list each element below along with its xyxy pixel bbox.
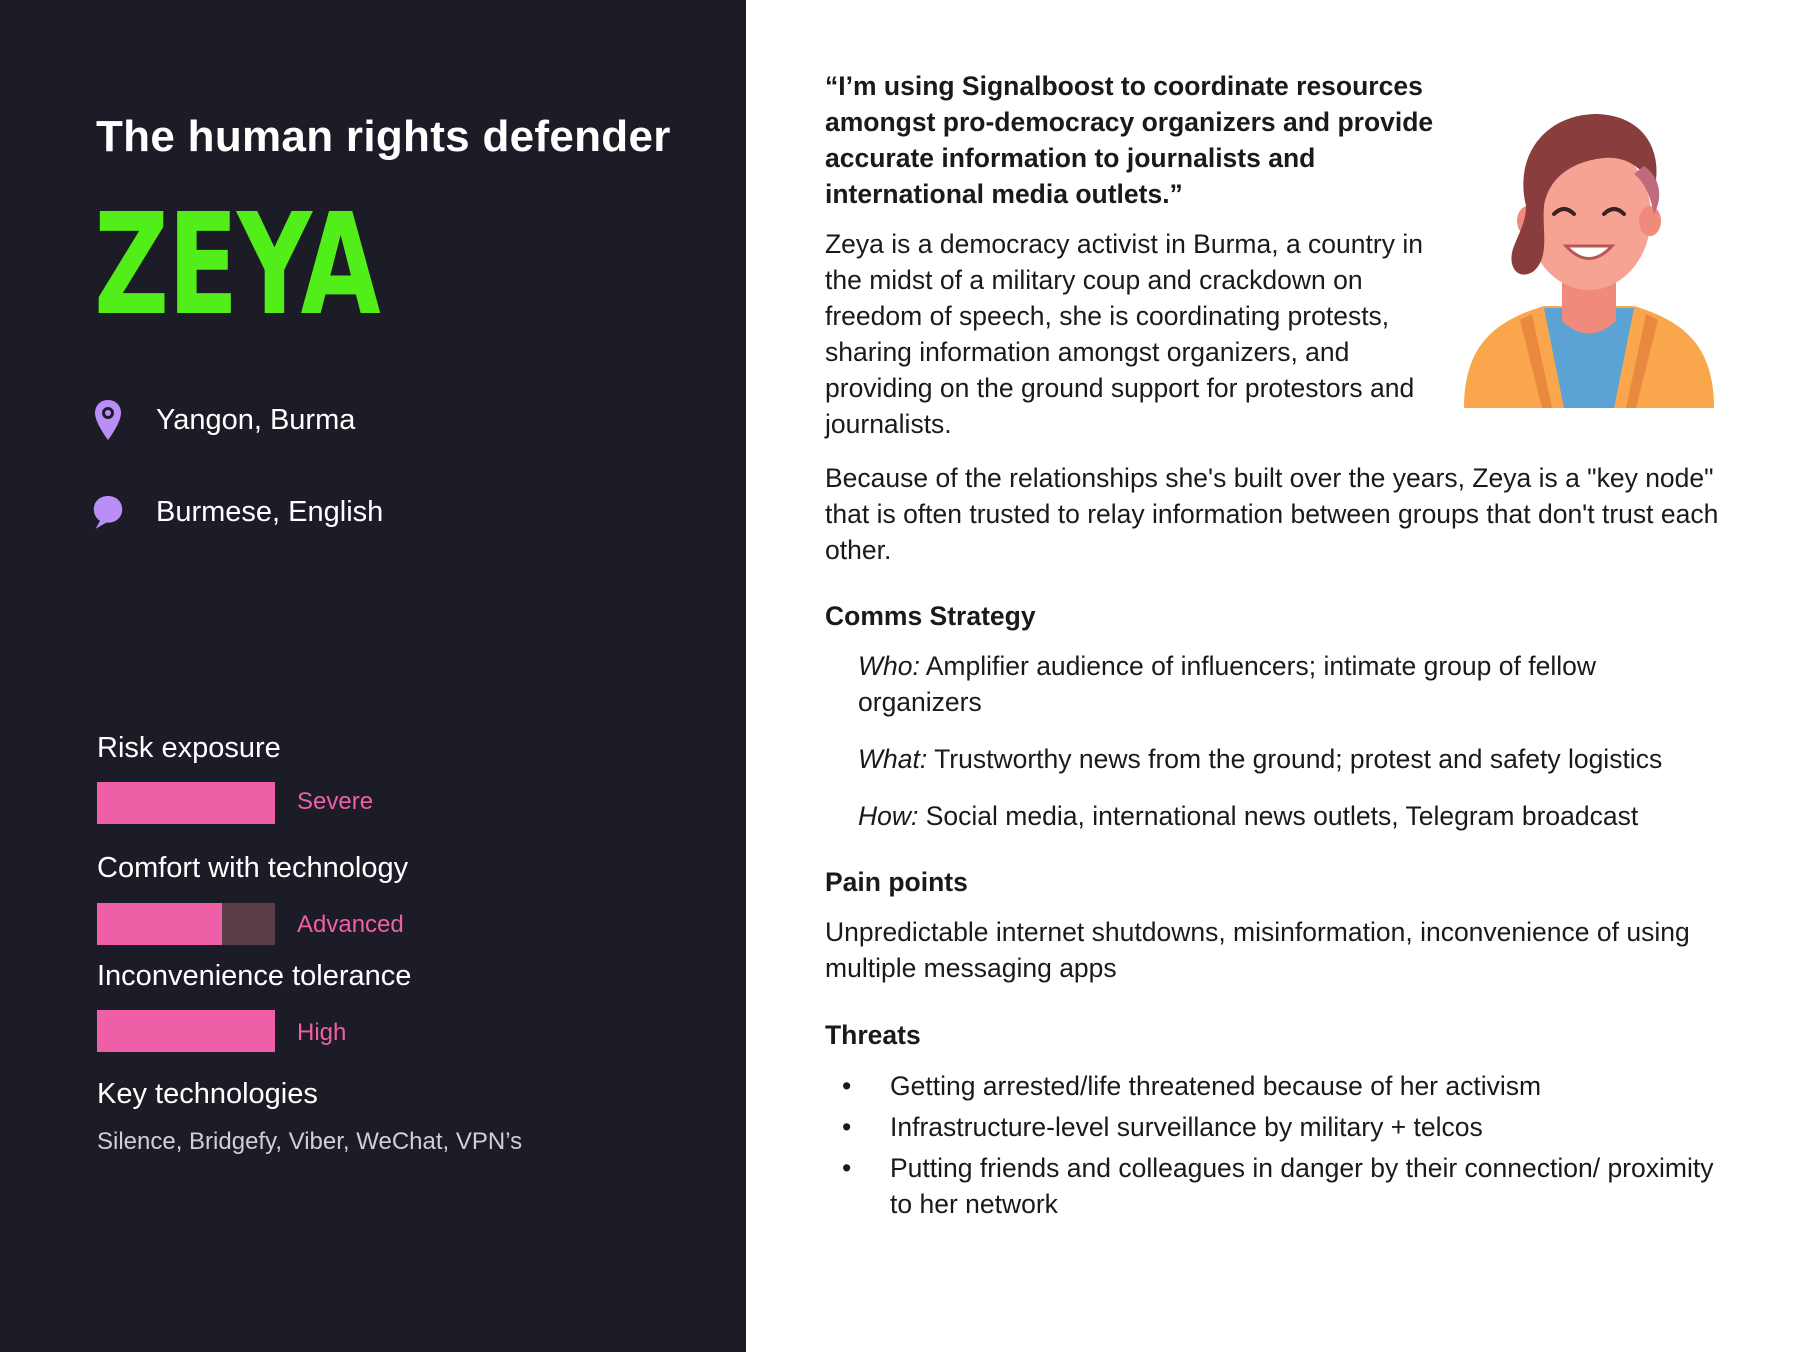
persona-quote: “I’m using Signalboost to coordinate resources amongst pro-democracy organizers and provide accurate information to journalists and international media outlets.” [825,71,1434,209]
threat-item [825,1068,1725,1104]
bullet: • [842,1071,852,1101]
threat-text: Infrastructure-level surveillance by military + telcos [890,1112,1483,1142]
map-pin-icon [92,398,124,442]
threat-item [825,1150,1725,1222]
strategy-who-text: Amplifier audience of influencers; intimate group of fellow organizers [858,651,1596,717]
inconvenience-tolerance-bar [97,1010,275,1052]
persona-name: ZEYA [94,184,380,347]
strategy-what-key: What: [858,744,928,774]
pain-points-heading: Pain points [825,867,968,897]
strategy-who [858,648,1718,720]
risk-exposure-fill [97,782,275,824]
strategy-what [858,741,1718,777]
threat-item [825,1109,1725,1145]
risk-exposure-label: Risk exposure [97,732,281,764]
threats-list [825,1068,1725,1227]
strategy-who-key: Who: [858,651,920,681]
strategy-how [858,798,1718,834]
languages-row [92,490,383,534]
bullet: • [842,1153,852,1183]
persona-details [746,0,1808,1352]
inconvenience-tolerance-fill [97,1010,275,1052]
inconvenience-tolerance-label: Inconvenience tolerance [97,960,412,992]
threats-heading: Threats [825,1020,921,1050]
woman-avatar-illustration [1454,96,1724,416]
strategy-how-key: How: [858,801,919,831]
risk-exposure-bar [97,782,275,824]
persona-role: The human rights defender [96,112,671,161]
threat-text: Getting arrested/life threatened because of her activism [890,1071,1542,1101]
inconvenience-tolerance-level: High [297,1019,347,1046]
location-row [92,398,355,442]
location-text: Yangon, Burma [156,403,356,436]
persona-sidebar [0,0,746,1352]
strategy-how-text: Social media, international news outlets, Telegram broadcast [918,801,1639,831]
pain-points-text: Unpredictable internet shutdowns, misinformation, inconvenience of using multiple messaging apps [825,917,1690,983]
key-technologies-list: Silence, Bridgefy, Viber, WeChat, VPN’s [97,1128,523,1155]
strategy-what-text: Trustworthy news from the ground; protest and safety logistics [927,744,1663,774]
languages-text: Burmese, English [156,495,384,528]
bullet: • [842,1112,852,1142]
tech-comfort-bar [97,903,275,945]
threat-text: Putting friends and colleagues in danger by their connection/ proximity to her network [890,1153,1714,1219]
tech-comfort-fill [97,903,222,945]
tech-comfort-level: Advanced [297,911,404,938]
key-technologies-label: Key technologies [97,1078,318,1110]
speech-bubble-icon [92,490,124,534]
risk-exposure-level: Severe [297,788,374,815]
tech-comfort-label: Comfort with technology [97,852,409,884]
comms-strategy-heading: Comms Strategy [825,601,1036,631]
bio-paragraph-2: Because of the relationships she's built over the years, Zeya is a "key node" that is often trusted to relay information between groups that don't trust each other. [825,463,1719,565]
bio-paragraph-1: Zeya is a democracy activist in Burma, a country in the midst of a military coup and crackdown on freedom of speech, she is coordinating protests, sharing information amongst organizers, and providing on the ground support for protestors and journalists. [825,229,1423,439]
